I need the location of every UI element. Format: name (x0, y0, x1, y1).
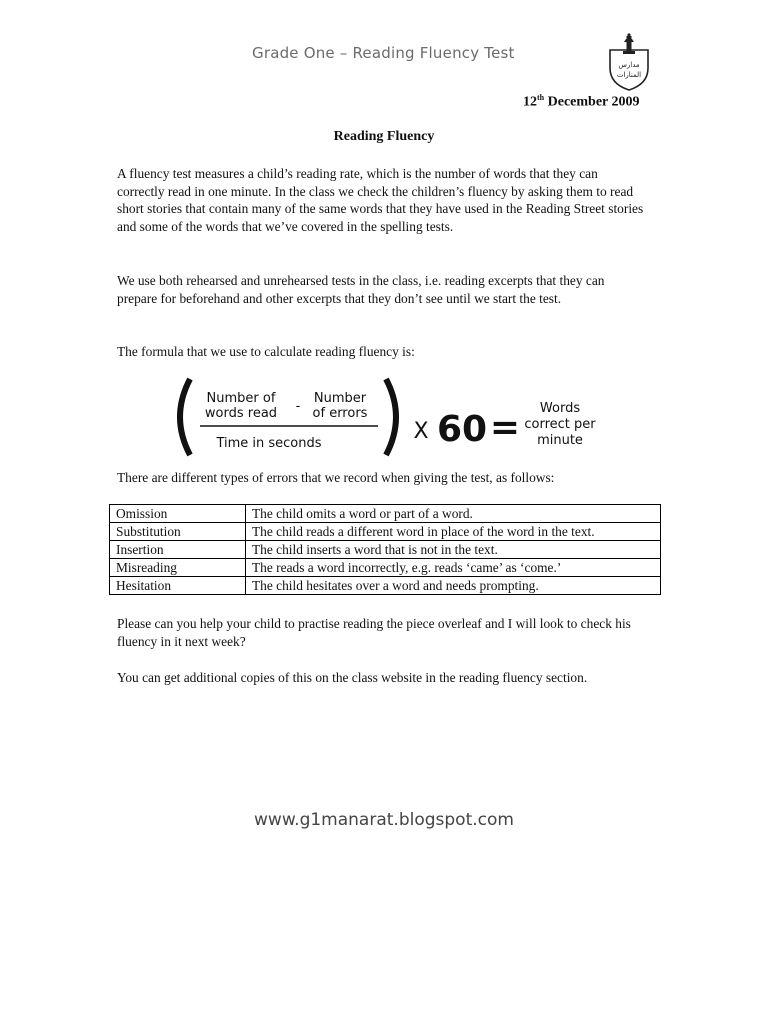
formula-intro-paragraph: The formula that we use to calculate reading fluency is: (117, 344, 415, 359)
right-parenthesis (386, 379, 396, 455)
fluency-formula (168, 374, 608, 460)
table-row (110, 523, 661, 541)
minus-sign: - (295, 399, 301, 414)
error-term: Misreading (110, 559, 246, 577)
term1-line1: Number of (206, 391, 276, 406)
error-term: Hesitation (110, 577, 246, 595)
left-parenthesis (180, 379, 190, 455)
term2-line2: of errors (312, 406, 368, 421)
tests-paragraph: We use both rehearsed and unrehearsed tests in the class, i.e. reading excerpts that they can prepare for beforehand and other excerpts that they don’t see until we start the test. (117, 273, 605, 306)
term2-line1: Number (313, 391, 367, 406)
table-row (110, 541, 661, 559)
result-line3: minute (537, 433, 583, 448)
document-heading: Reading Fluency (333, 129, 435, 144)
practice-request-paragraph: Please can you help your child to practise reading the piece overleaf and I will look to check his fluency in it next week? (117, 616, 631, 649)
intro-paragraph: A fluency test measures a child’s reading rate, which is the number of words that they can correctly read in one minute. In the class we check the children’s fluency by asking them to read short stories that contain many of the same words that they have used in the Reading Street stories and some of the words that we’ve covered in the spelling tests. (117, 166, 644, 234)
date-suffix: th (537, 93, 545, 102)
date-day: 12 (523, 94, 537, 110)
svg-text:مدارس: مدارس (618, 61, 640, 69)
error-description: The child inserts a word that is not in the text. (246, 541, 661, 559)
equals-sign: = (489, 407, 521, 448)
table-row (110, 559, 661, 577)
svg-text:المنارات: المنارات (616, 71, 642, 79)
date-month-year: December 2009 (547, 94, 640, 110)
error-types-table (109, 504, 661, 595)
header-title: Grade One – Reading Fluency Test (252, 44, 515, 62)
error-term: Insertion (110, 541, 246, 559)
denominator: Time in seconds (216, 436, 322, 451)
error-description: The reads a word incorrectly, e.g. reads ‘came’ as ‘come.’ (246, 559, 661, 577)
error-term: Omission (110, 505, 246, 523)
footer-website-url: www.g1manarat.blogspot.com (254, 810, 514, 830)
error-description: The child hesitates over a word and needs prompting. (246, 577, 661, 595)
result-line1: Words (539, 401, 581, 416)
table-row (110, 577, 661, 595)
school-crest-logo (604, 32, 654, 92)
multiplier-60: 60 (436, 409, 488, 450)
result-line2: correct per (524, 417, 596, 432)
times-sign: X (413, 419, 429, 444)
letter-date (523, 93, 640, 111)
error-description: The child omits a word or part of a word. (246, 505, 661, 523)
term1-line2: words read (204, 406, 278, 421)
error-term: Substitution (110, 523, 246, 541)
error-description: The child reads a different word in place of the word in the text. (246, 523, 661, 541)
table-row (110, 505, 661, 523)
error-types-intro: There are different types of errors that we record when giving the test, as follows: (117, 470, 555, 485)
website-info-paragraph: You can get additional copies of this on the class website in the reading fluency section. (117, 670, 588, 685)
